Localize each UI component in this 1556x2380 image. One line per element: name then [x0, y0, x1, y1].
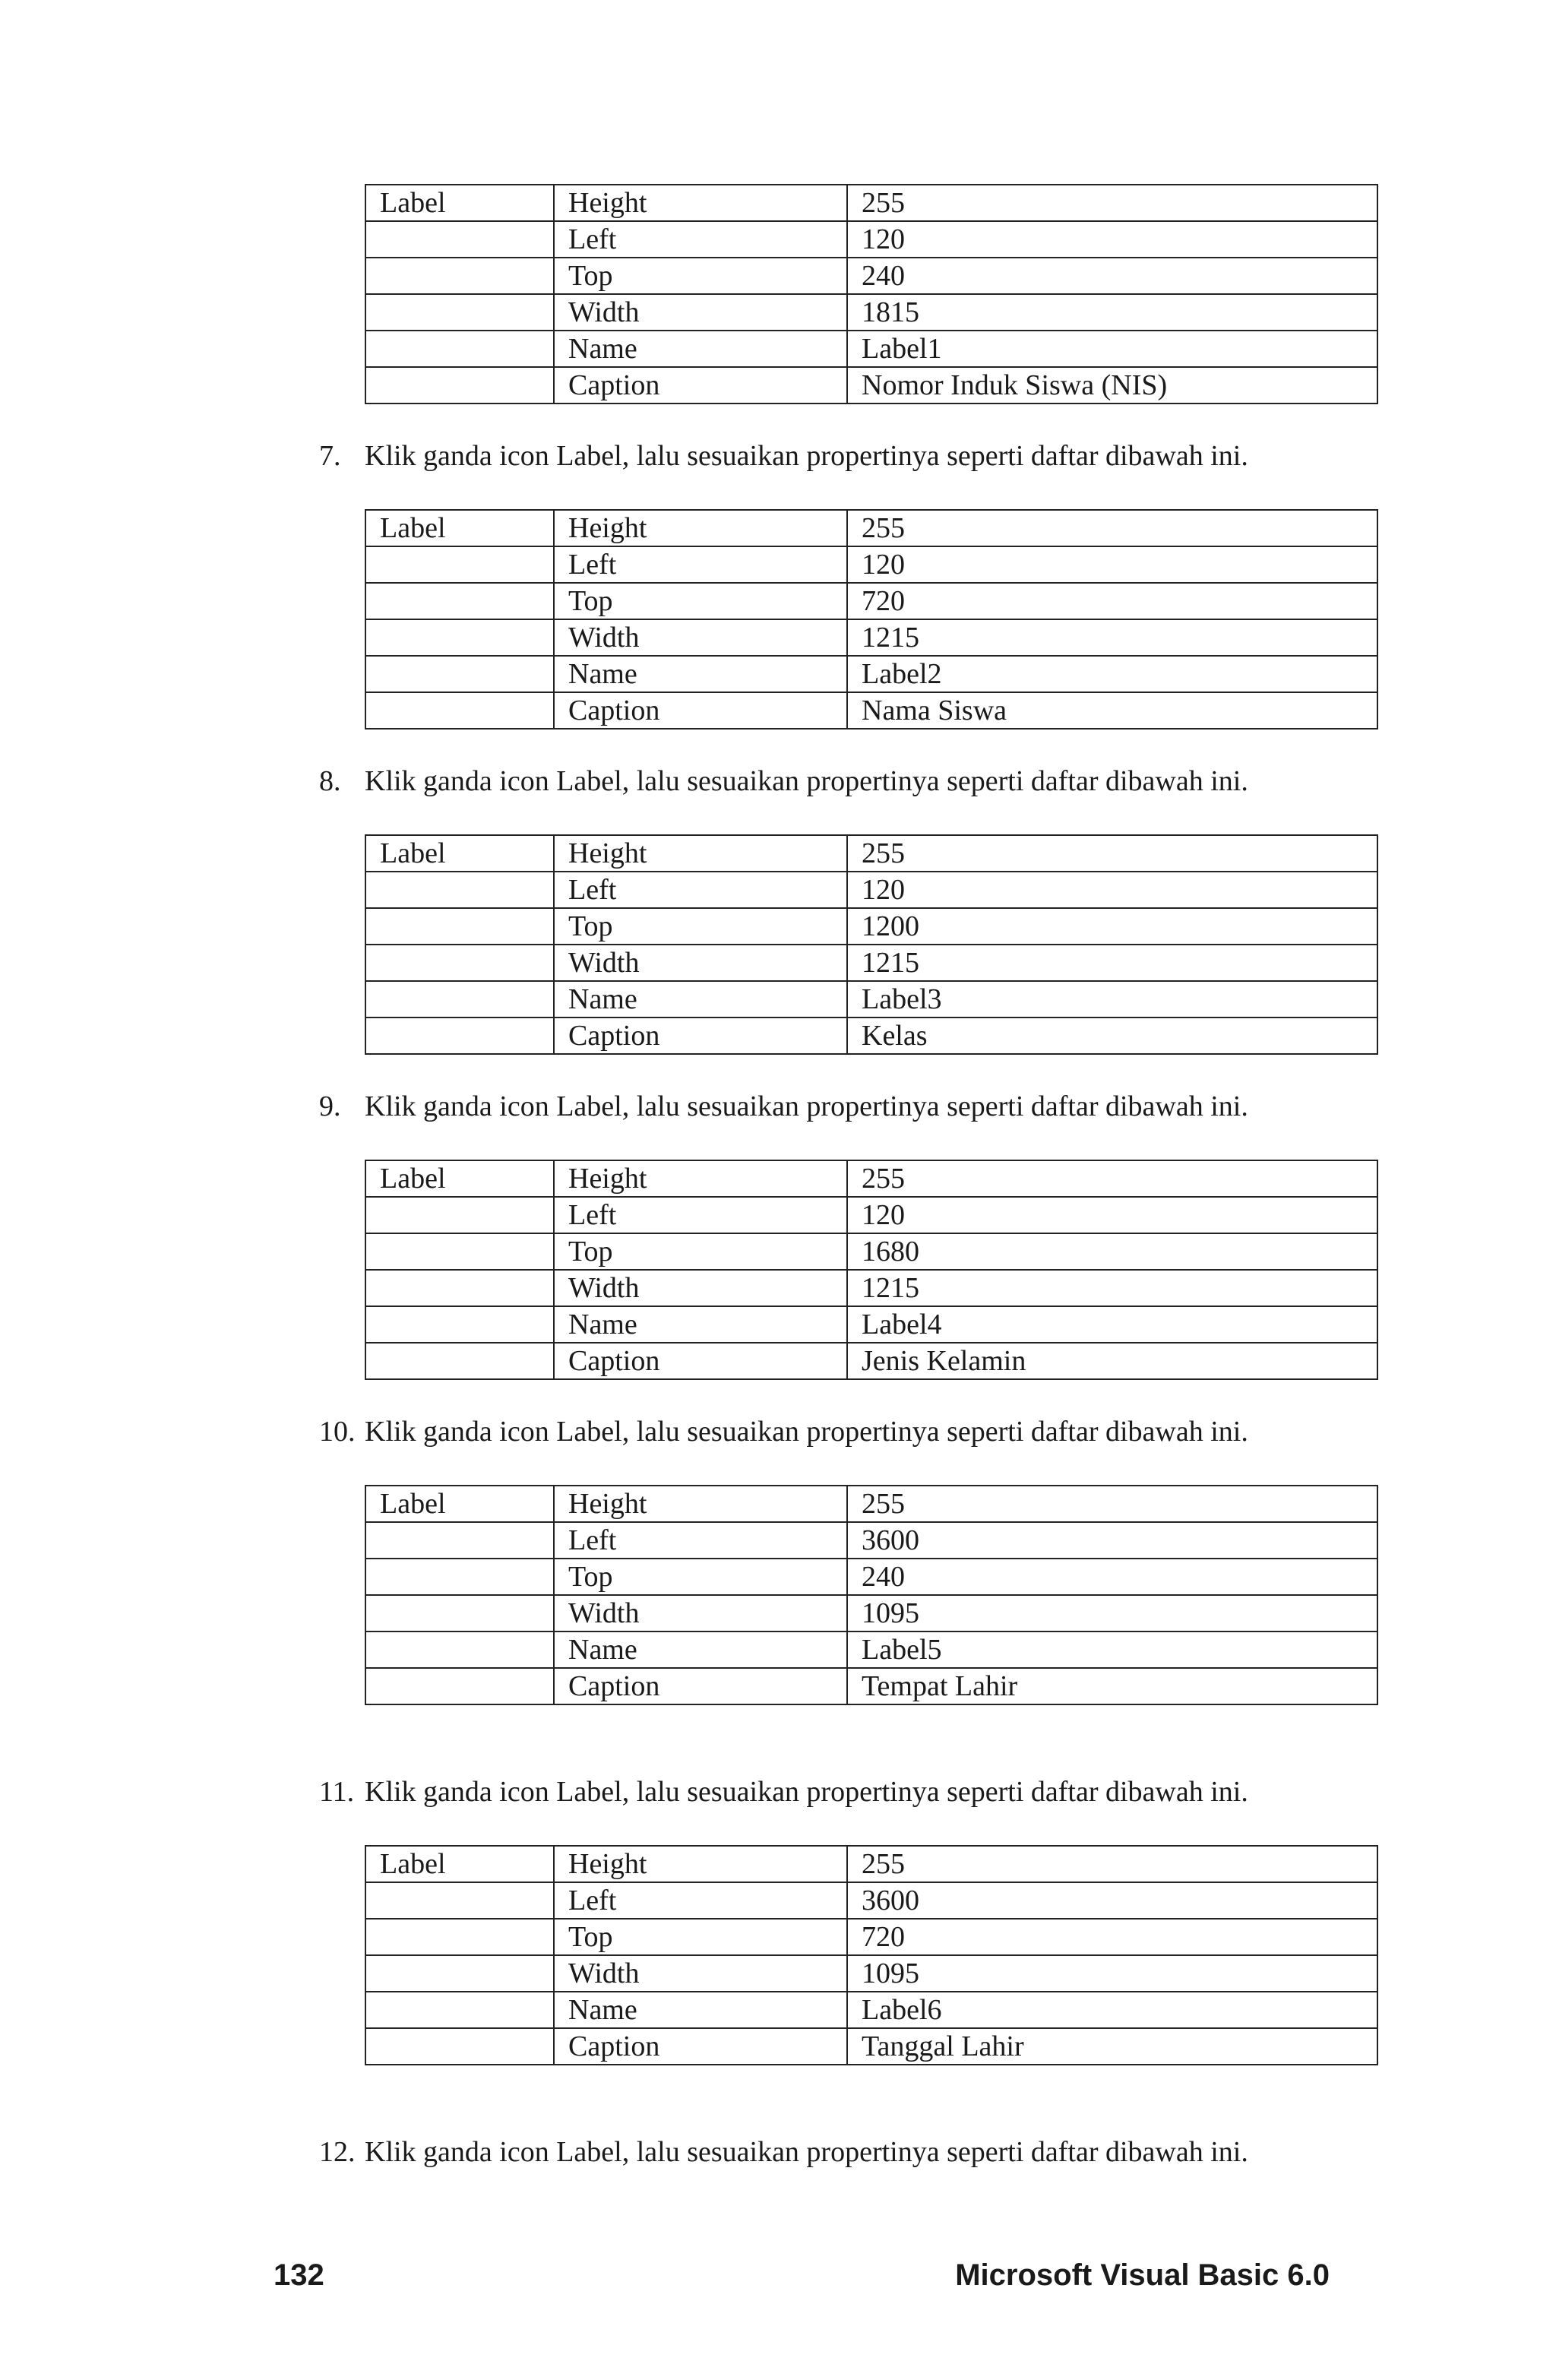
- step-text: Klik ganda icon Label, lalu sesuaikan propertinya seperti daftar dibawah ini.: [365, 1416, 1248, 1448]
- value-cell: 1215: [847, 1270, 1377, 1306]
- property-cell: Width: [554, 294, 847, 331]
- control-cell: Label: [365, 1160, 554, 1197]
- step-instruction: [319, 1774, 1248, 1810]
- table-row: [365, 1846, 1377, 1882]
- table-row: [365, 1270, 1377, 1306]
- table-row: [365, 1197, 1377, 1233]
- control-cell: [365, 656, 554, 692]
- property-cell: Height: [554, 835, 847, 872]
- property-cell: Name: [554, 331, 847, 367]
- property-cell: Top: [554, 1919, 847, 1955]
- control-cell: [365, 1882, 554, 1919]
- step-number: 9.: [319, 1090, 341, 1122]
- property-cell: Height: [554, 185, 847, 221]
- property-cell: Left: [554, 1197, 847, 1233]
- value-cell: 255: [847, 835, 1377, 872]
- book-title: Microsoft Visual Basic 6.0: [955, 2258, 1330, 2292]
- table-row: [365, 1595, 1377, 1632]
- table-row: [365, 1018, 1377, 1054]
- property-table: [365, 1160, 1378, 1380]
- table-row: [365, 1955, 1377, 1992]
- value-cell: 720: [847, 583, 1377, 619]
- property-cell: Width: [554, 1955, 847, 1992]
- table-row: [365, 1343, 1377, 1379]
- table-row: [365, 908, 1377, 945]
- value-cell: 1215: [847, 619, 1377, 656]
- value-cell: 3600: [847, 1882, 1377, 1919]
- table-row: [365, 583, 1377, 619]
- control-cell: [365, 331, 554, 367]
- step-number: 12.: [319, 2136, 356, 2168]
- value-cell: Label3: [847, 981, 1377, 1018]
- control-cell: Label: [365, 835, 554, 872]
- value-cell: 1680: [847, 1233, 1377, 1270]
- value-cell: 255: [847, 1486, 1377, 1522]
- value-cell: Kelas: [847, 1018, 1377, 1054]
- control-cell: [365, 1595, 554, 1632]
- table-row: [365, 945, 1377, 981]
- value-cell: 255: [847, 510, 1377, 546]
- value-cell: Jenis Kelamin: [847, 1343, 1377, 1379]
- value-cell: Nomor Induk Siswa (NIS): [847, 367, 1377, 404]
- table-row: [365, 1559, 1377, 1595]
- property-cell: Name: [554, 981, 847, 1018]
- value-cell: Label4: [847, 1306, 1377, 1343]
- step-text: Klik ganda icon Label, lalu sesuaikan propertinya seperti daftar dibawah ini.: [365, 765, 1248, 797]
- page-number: 132: [274, 2258, 324, 2292]
- value-cell: 120: [847, 1197, 1377, 1233]
- control-cell: [365, 1992, 554, 2028]
- control-cell: Label: [365, 510, 554, 546]
- value-cell: Nama Siswa: [847, 692, 1377, 729]
- value-cell: Label5: [847, 1632, 1377, 1668]
- property-cell: Name: [554, 1306, 847, 1343]
- property-cell: Name: [554, 656, 847, 692]
- property-cell: Left: [554, 546, 847, 583]
- control-cell: [365, 1270, 554, 1306]
- step-instruction: [319, 2134, 1248, 2170]
- control-cell: [365, 981, 554, 1018]
- control-cell: [365, 1955, 554, 1992]
- property-cell: Name: [554, 1992, 847, 2028]
- property-cell: Left: [554, 872, 847, 908]
- control-cell: [365, 294, 554, 331]
- property-cell: Top: [554, 583, 847, 619]
- property-cell: Name: [554, 1632, 847, 1668]
- table-row: [365, 258, 1377, 294]
- property-cell: Top: [554, 258, 847, 294]
- control-cell: [365, 367, 554, 404]
- step-text: Klik ganda icon Label, lalu sesuaikan propertinya seperti daftar dibawah ini.: [365, 2136, 1248, 2168]
- control-cell: [365, 1919, 554, 1955]
- property-table: [365, 509, 1378, 730]
- property-table: [365, 834, 1378, 1055]
- property-cell: Left: [554, 1882, 847, 1919]
- property-table: [365, 1485, 1378, 1705]
- step-text: Klik ganda icon Label, lalu sesuaikan propertinya seperti daftar dibawah ini.: [365, 1090, 1248, 1122]
- table-row: [365, 1522, 1377, 1559]
- step-number: 10.: [319, 1416, 356, 1448]
- control-cell: [365, 908, 554, 945]
- table-row: [365, 981, 1377, 1018]
- value-cell: Label6: [847, 1992, 1377, 2028]
- control-cell: Label: [365, 185, 554, 221]
- step-text: Klik ganda icon Label, lalu sesuaikan propertinya seperti daftar dibawah ini.: [365, 440, 1248, 472]
- value-cell: 3600: [847, 1522, 1377, 1559]
- property-cell: Caption: [554, 1018, 847, 1054]
- step-number: 7.: [319, 440, 341, 472]
- control-cell: [365, 1018, 554, 1054]
- property-cell: Caption: [554, 2028, 847, 2065]
- value-cell: 1200: [847, 908, 1377, 945]
- control-cell: [365, 1306, 554, 1343]
- property-table: [365, 1845, 1378, 2065]
- control-cell: Label: [365, 1846, 554, 1882]
- value-cell: 240: [847, 258, 1377, 294]
- step-instruction: [319, 1413, 1248, 1450]
- value-cell: 240: [847, 1559, 1377, 1595]
- property-cell: Caption: [554, 1343, 847, 1379]
- table-row: [365, 294, 1377, 331]
- control-cell: [365, 1632, 554, 1668]
- table-row: [365, 1668, 1377, 1704]
- control-cell: [365, 221, 554, 258]
- value-cell: 255: [847, 185, 1377, 221]
- value-cell: 120: [847, 546, 1377, 583]
- step-number: 8.: [319, 765, 341, 797]
- property-cell: Height: [554, 1486, 847, 1522]
- property-cell: Caption: [554, 1668, 847, 1704]
- property-table: [365, 184, 1378, 404]
- property-cell: Height: [554, 1846, 847, 1882]
- value-cell: 1095: [847, 1955, 1377, 1992]
- control-cell: [365, 583, 554, 619]
- property-cell: Height: [554, 1160, 847, 1197]
- value-cell: 255: [847, 1160, 1377, 1197]
- table-row: [365, 619, 1377, 656]
- control-cell: [365, 258, 554, 294]
- property-cell: Width: [554, 1595, 847, 1632]
- table-row: [365, 1882, 1377, 1919]
- control-cell: Label: [365, 1486, 554, 1522]
- table-row: [365, 221, 1377, 258]
- value-cell: 720: [847, 1919, 1377, 1955]
- property-cell: Width: [554, 945, 847, 981]
- value-cell: Tempat Lahir: [847, 1668, 1377, 1704]
- table-row: [365, 1233, 1377, 1270]
- property-cell: Top: [554, 1559, 847, 1595]
- table-row: [365, 835, 1377, 872]
- property-cell: Top: [554, 908, 847, 945]
- property-cell: Caption: [554, 367, 847, 404]
- step-instruction: [319, 438, 1248, 474]
- value-cell: 1095: [847, 1595, 1377, 1632]
- table-row: [365, 692, 1377, 729]
- property-cell: Width: [554, 1270, 847, 1306]
- control-cell: [365, 1233, 554, 1270]
- value-cell: Label2: [847, 656, 1377, 692]
- table-row: [365, 510, 1377, 546]
- table-row: [365, 656, 1377, 692]
- control-cell: [365, 872, 554, 908]
- control-cell: [365, 945, 554, 981]
- value-cell: 120: [847, 221, 1377, 258]
- step-instruction: [319, 1088, 1248, 1125]
- table-row: [365, 1486, 1377, 1522]
- value-cell: 255: [847, 1846, 1377, 1882]
- table-row: [365, 2028, 1377, 2065]
- table-row: [365, 1919, 1377, 1955]
- value-cell: 120: [847, 872, 1377, 908]
- property-cell: Top: [554, 1233, 847, 1270]
- control-cell: [365, 1522, 554, 1559]
- table-row: [365, 1306, 1377, 1343]
- control-cell: [365, 692, 554, 729]
- control-cell: [365, 2028, 554, 2065]
- control-cell: [365, 546, 554, 583]
- table-row: [365, 1992, 1377, 2028]
- step-instruction: [319, 763, 1248, 799]
- control-cell: [365, 1668, 554, 1704]
- property-cell: Height: [554, 510, 847, 546]
- table-row: [365, 1160, 1377, 1197]
- control-cell: [365, 619, 554, 656]
- value-cell: Label1: [847, 331, 1377, 367]
- table-row: [365, 546, 1377, 583]
- control-cell: [365, 1559, 554, 1595]
- table-row: [365, 185, 1377, 221]
- property-cell: Width: [554, 619, 847, 656]
- step-number: 11.: [319, 1776, 355, 1808]
- table-row: [365, 1632, 1377, 1668]
- value-cell: 1815: [847, 294, 1377, 331]
- table-row: [365, 367, 1377, 404]
- value-cell: Tanggal Lahir: [847, 2028, 1377, 2065]
- control-cell: [365, 1343, 554, 1379]
- step-text: Klik ganda icon Label, lalu sesuaikan propertinya seperti daftar dibawah ini.: [365, 1776, 1248, 1808]
- table-row: [365, 872, 1377, 908]
- table-row: [365, 331, 1377, 367]
- property-cell: Left: [554, 221, 847, 258]
- property-cell: Caption: [554, 692, 847, 729]
- control-cell: [365, 1197, 554, 1233]
- property-cell: Left: [554, 1522, 847, 1559]
- value-cell: 1215: [847, 945, 1377, 981]
